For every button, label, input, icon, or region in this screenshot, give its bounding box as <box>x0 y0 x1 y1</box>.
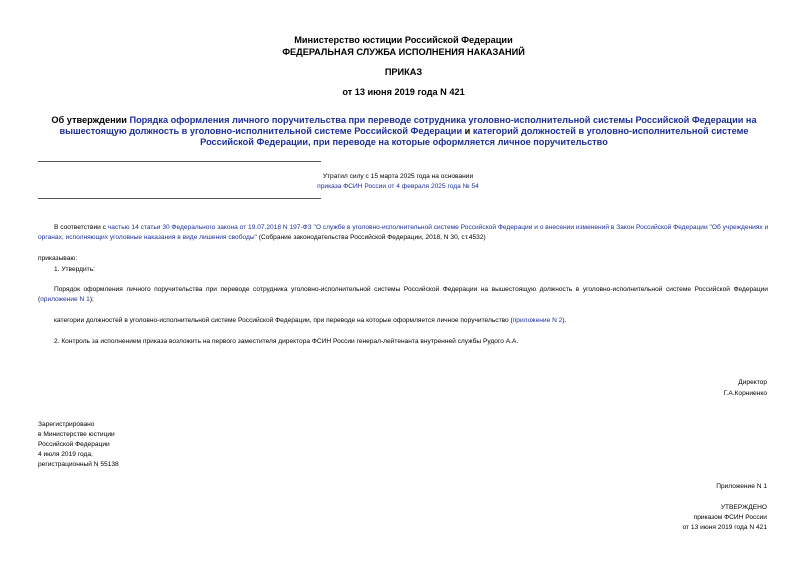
appendix-approved: УТВЕРЖДЕНО <box>720 504 767 511</box>
appendix-date: от 13 июня 2019 года N 421 <box>682 524 767 531</box>
registration-line: Российской Федерации <box>38 441 110 448</box>
status-line: Утратил силу с 15 марта 2025 года на основании <box>322 173 474 180</box>
registration-line: в Министерстве юстиции <box>38 431 115 438</box>
categories-paragraph <box>54 316 566 326</box>
registration-block <box>38 420 119 470</box>
status-link[interactable]: приказа ФСИН России от 4 февраля 2025 года № 54 <box>317 183 479 190</box>
doc-title <box>38 115 770 148</box>
order-word: приказываю: <box>38 255 78 262</box>
ministry-name: Министерство юстиции Российской Федерации <box>294 35 513 45</box>
preamble-suffix: (Собрание законодательства Российской Федерации, 2018, N 30, ст.4532) <box>256 234 486 241</box>
item-1: 1. Утвердить: <box>54 266 95 273</box>
item-2: 2. Контроль за исполнением приказа возложить на первого заместителя директора ФСИН России генерал-лейтенанта внутренней службы Рудого А.А. <box>54 338 519 345</box>
title-link-procedure[interactable]: Порядка оформления личного поручительства при переводе сотрудника уголовно-исполнительной системы Российской Федерации на вышестоящую должность в уголовно-исполнительной системе Российской Федерации <box>59 115 757 136</box>
procedure-text: Порядок оформления личного поручительства при переводе сотрудника уголовно-исполнительной системы Российской Федерации на вышестоящую должность в уголовно-исполнительной системе Российской Федерации ( <box>38 286 768 303</box>
signature-position: Директор <box>738 379 767 386</box>
registration-line: Зарегистрировано <box>38 421 95 428</box>
divider-bottom <box>38 198 321 199</box>
categories-text: категории должностей в уголовно-исполнительной системе Российской Федерации, при переводе на которые оформляется личное поручительство ( <box>54 317 513 324</box>
appendix-by-order: приказом ФСИН России <box>693 514 767 521</box>
appendix-label: Приложение N 1 <box>716 483 767 490</box>
title-prefix: Об утверждении <box>51 115 130 125</box>
title-link-categories[interactable]: категорий должностей в уголовно-исполнительной системе Российской Федерации, при переводе на которые оформляется личное поручительство <box>200 126 749 147</box>
doc-type: ПРИКАЗ <box>384 67 423 77</box>
preamble-prefix: В соответствии с <box>54 224 108 231</box>
procedure-end: ); <box>89 296 94 303</box>
registration-line: регистрационный N 55138 <box>38 461 119 468</box>
appendix-1-link[interactable]: приложение N 1 <box>40 296 90 303</box>
categories-end: ). <box>562 317 567 324</box>
title-mid: и <box>462 126 473 136</box>
doc-date-number: от 13 июня 2019 года N 421 <box>342 87 465 97</box>
appendix-2-link[interactable]: приложение N 2 <box>512 317 563 324</box>
registration-line: 4 июля 2019 года, <box>38 451 93 458</box>
preamble-law-link[interactable]: частью 14 статьи 30 Федерального закона от 19.07.2018 N 197-ФЗ "О службе в уголовно-исполнительной системе Российской Федерации и о внесении изменений в Закон Российской Федерации "Об учреждениях и органах, исполняющих уголовные наказания в виде лишения свободы" <box>38 224 769 241</box>
divider-top <box>38 161 321 162</box>
procedure-paragraph <box>38 285 768 305</box>
preamble-paragraph <box>38 223 770 243</box>
signature-name: Г.А.Корниенко <box>723 390 767 397</box>
service-name: ФЕДЕРАЛЬНАЯ СЛУЖБА ИСПОЛНЕНИЯ НАКАЗАНИЙ <box>282 47 525 57</box>
